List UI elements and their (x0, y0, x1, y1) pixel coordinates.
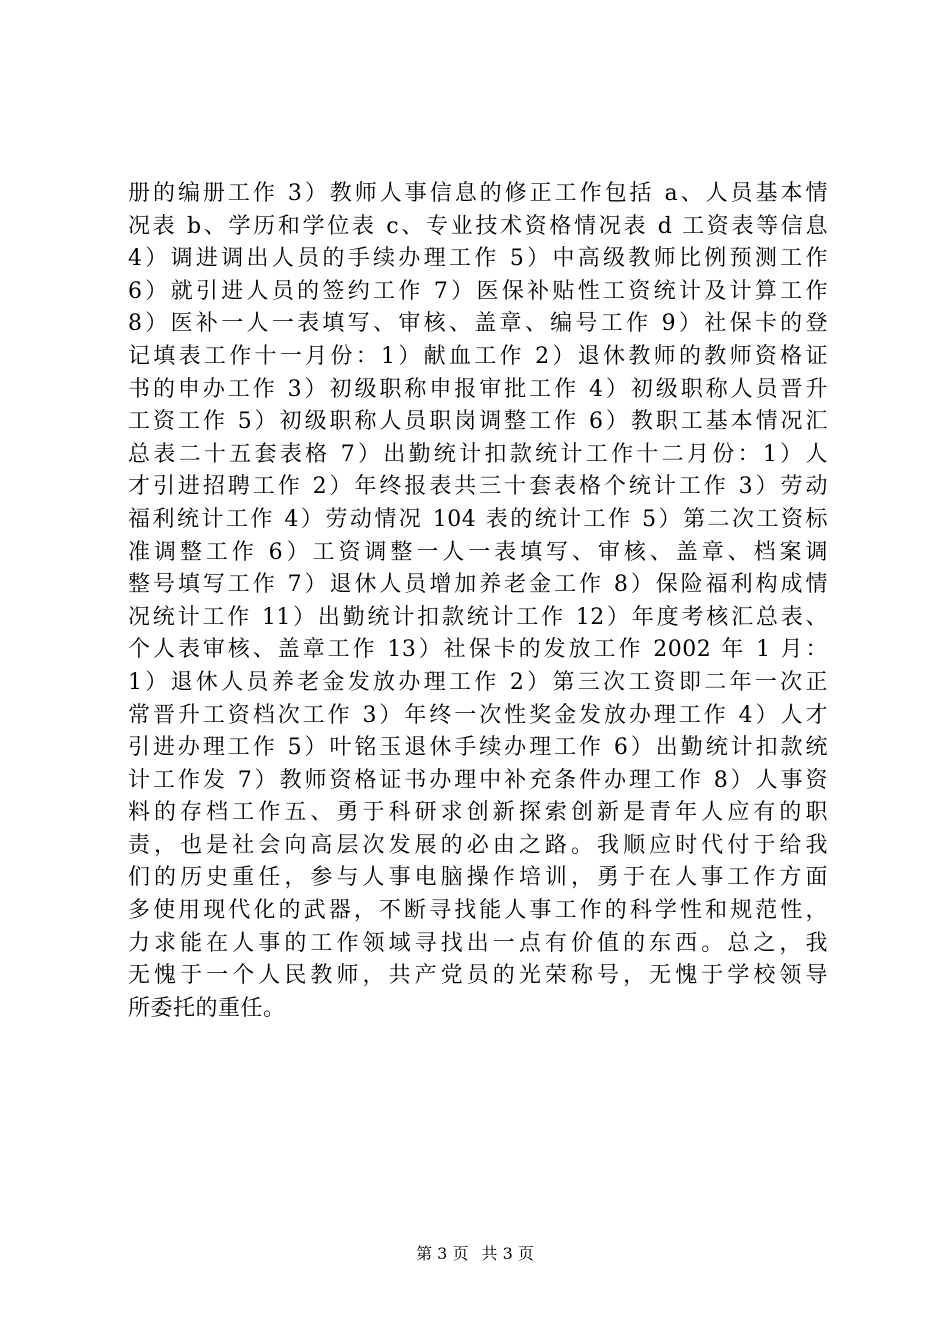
text-line: 常晋升工资档次工作 3）年终一次性奖金发放办理工作 4）人才 (128, 702, 828, 728)
text-line: 书的申办工作 3）初级职称申报审批工作 4）初级职称人员晋升 (128, 376, 828, 402)
page-number-total: 共 3 页 (481, 1244, 534, 1263)
text-line: 况表 b、学历和学位表 c、专业技术资格情况表 d 工资表等信息 (128, 213, 828, 239)
text-line: 所委托的重任。 (128, 995, 286, 1021)
text-line: 准调整工作 6）工资调整一人一表填写、审核、盖章、档案调 (128, 539, 828, 565)
text-line: 料的存档工作五、勇于科研求创新探索创新是青年人应有的职 (128, 800, 828, 826)
text-line: 1）退休人员养老金发放办理工作 2）第三次工资即二年一次正 (128, 669, 828, 695)
text-line: 才引进招聘工作 2）年终报表共三十套表格个统计工作 3）劳动 (128, 474, 828, 500)
text-line: 福利统计工作 4）劳动情况 104 表的统计工作 5）第二次工资标 (128, 506, 828, 532)
text-line: 总表二十五套表格 7）出勤统计扣款统计工作十二月份：1）人 (128, 441, 828, 467)
text-line: 册的编册工作 3）教师人事信息的修正工作包括 a、人员基本情 (128, 181, 828, 206)
text-line: 4）调进调出人员的手续办理工作 5）中高级教师比例预测工作 (128, 246, 828, 272)
text-line: 况统计工作 11）出勤统计扣款统计工作 12）年度考核汇总表、 (128, 604, 828, 630)
text-line: 计工作发 7）教师资格证书办理中补充条件办理工作 8）人事资 (128, 767, 828, 793)
page-footer (0, 1244, 950, 1264)
text-line: 无愧于一个人民教师，共产党员的光荣称号，无愧于学校领导 (128, 963, 828, 989)
text-line: 整号填写工作 7）退休人员增加养老金工作 8）保险福利构成情 (128, 572, 828, 598)
text-line: 工资工作 5）初级职称人员职岗调整工作 6）教职工基本情况汇 (128, 409, 828, 435)
text-line: 记填表工作十一月份：1）献血工作 2）退休教师的教师资格证 (128, 343, 828, 369)
text-line: 多使用现代化的武器，不断寻找能人事工作的科学性和规范性， (128, 898, 828, 924)
text-line: 个人表审核、盖章工作 13）社保卡的发放工作 2002 年 1 月： (128, 637, 828, 663)
body-text (128, 178, 828, 1025)
page-number-current: 第 3 页 (416, 1244, 469, 1263)
text-line: 8）医补一人一表填写、审核、盖章、编号工作 9）社保卡的登 (128, 311, 828, 337)
text-line: 责，也是社会向高层次发展的必由之路。我顺应时代付于给我 (128, 832, 828, 858)
text-line: 引进办理工作 5）叶铭玉退休手续办理工作 6）出勤统计扣款统 (128, 735, 828, 761)
text-line: 力求能在人事的工作领域寻找出一点有价值的东西。总之，我 (128, 930, 828, 956)
text-line: 6）就引进人员的签约工作 7）医保补贴性工资统计及计算工作 (128, 278, 828, 304)
text-line: 们的历史重任，参与人事电脑操作培训，勇于在人事工作方面 (128, 865, 828, 891)
